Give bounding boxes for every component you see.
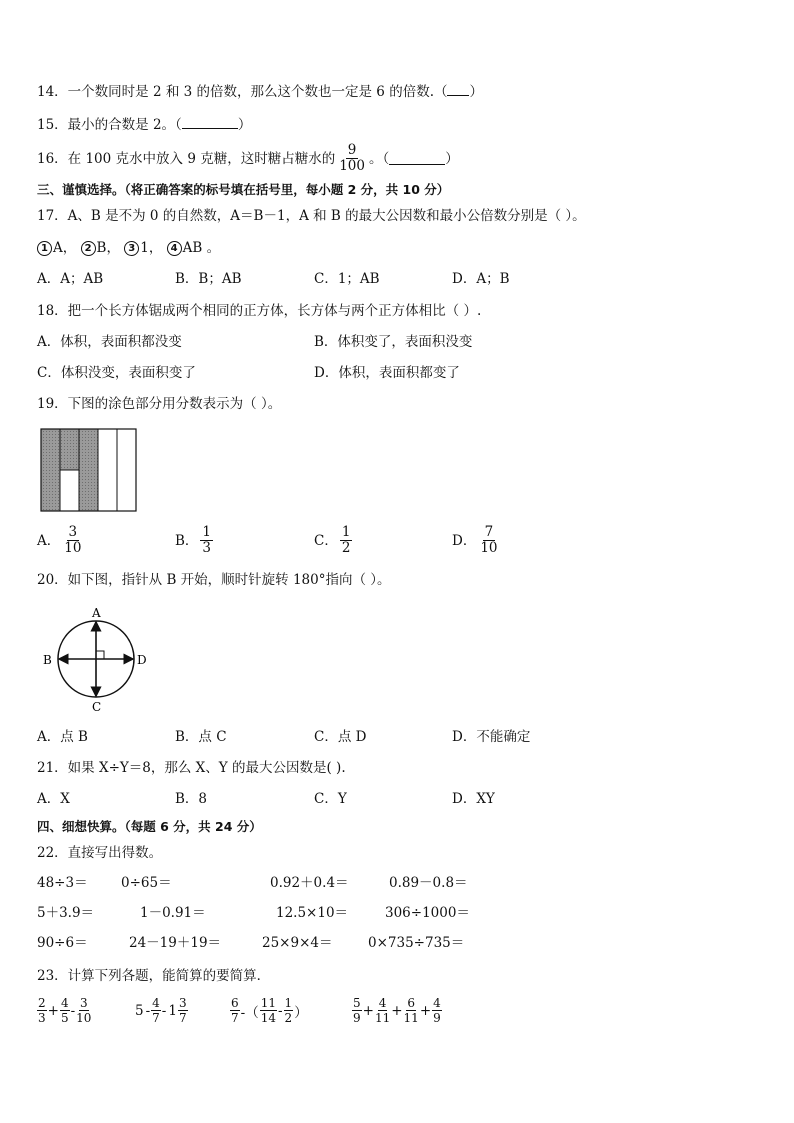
question-19: 19．下图的涂色部分用分数表示为（ ）。	[37, 396, 282, 412]
q18-option-a[interactable]: A．体积，表面积都没变	[37, 334, 182, 350]
calc-item: 24－19＋19＝	[129, 935, 222, 951]
q19-option-b[interactable]: B． $\frac{1}{3}$	[175, 524, 212, 556]
answer-blank[interactable]	[389, 152, 445, 165]
q18-option-c[interactable]: C．体积没变，表面积变了	[37, 365, 196, 381]
fraction: $\frac{9}{100}$	[339, 142, 365, 174]
calc-item: 306÷1000＝	[385, 905, 470, 921]
q19-option-d[interactable]: D． $\frac{7}{10}$	[452, 524, 498, 556]
expression-4: 5 9 + $\frac{4}{11}$ + $\frac{6}{11}$ + $\frac{4}{9}$	[353, 996, 441, 1025]
q18-option-d[interactable]: D．体积，表面积都变了	[314, 365, 460, 381]
calc-item: 0×735÷735＝	[368, 935, 465, 951]
answer-blank[interactable]	[447, 83, 469, 96]
q20-option-d[interactable]: D．不能确定	[452, 729, 531, 745]
calc-item: 0.92＋0.4＝	[270, 875, 349, 891]
expression-2: 5 - 4 7 - 1 3 7	[135, 996, 187, 1025]
q20-option-b[interactable]: B．点 C	[175, 729, 227, 745]
point-a-label: A	[92, 606, 101, 620]
question-16: 16．在 100 克水中放入 9 克糖，这时糖占糖水的 $\frac{9}{100}$ 。（ ）	[37, 142, 459, 174]
q17-option-d[interactable]: D．A；B	[452, 271, 510, 287]
q20-option-a[interactable]: A．点 B	[37, 729, 88, 745]
q21-option-b[interactable]: B．8	[175, 791, 208, 807]
question-14: 14．一个数同时是 2 和 3 的倍数，那么这个数也一定是 6 的倍数.（ ）	[37, 84, 483, 100]
circled-number: 3	[124, 241, 139, 256]
question-22: 22．直接写出得数。	[37, 845, 163, 861]
question-17-choices: 1 A， 2 B， 3 1， 4 AB 。	[37, 239, 220, 257]
calc-item: 12.5×10＝	[276, 905, 349, 921]
expression-3: 6 7 -（ 11 14 - 1 2 ）	[231, 996, 308, 1025]
q21-option-d[interactable]: D．XY	[452, 791, 495, 807]
calc-item: 25×9×4＝	[262, 935, 333, 951]
q17-option-c[interactable]: C．1；AB	[314, 271, 380, 287]
shaded-strip	[60, 429, 79, 470]
shaded-rectangle-figure	[40, 428, 138, 512]
circled-number: 2	[81, 241, 96, 256]
calc-item: 0÷65＝	[121, 875, 172, 891]
q17-option-b[interactable]: B．B；AB	[175, 271, 242, 287]
answer-blank[interactable]	[182, 116, 238, 129]
point-d-label: D	[137, 653, 147, 667]
q21-option-c[interactable]: C．Y	[314, 791, 347, 807]
calc-item: 1－0.91＝	[140, 905, 206, 921]
section-4-heading: 四、细想快算。（每题 6 分，共 24 分）	[37, 819, 262, 834]
point-c-label: C	[92, 700, 102, 714]
q18-option-b[interactable]: B．体积变了，表面积没变	[314, 334, 473, 350]
q19-option-a[interactable]: A． $\frac{3}{10}$	[37, 524, 82, 556]
question-23: 23．计算下列各题，能简算的要简算．	[37, 968, 271, 984]
section-3-heading: 三、谨慎选择。（将正确答案的标号填在括号里，每小题 2 分，共 10 分）	[37, 182, 450, 197]
shaded-strip	[41, 429, 60, 511]
calc-item: 0.89－0.8＝	[389, 875, 468, 891]
q19-option-c[interactable]: C． $\frac{1}{2}$	[314, 524, 351, 556]
compass-figure	[40, 604, 156, 714]
question-21: 21．如果 X÷Y＝8，那么 X、Y 的最大公因数是( ).	[37, 760, 346, 776]
circled-number: 4	[167, 241, 182, 256]
calc-item: 90÷6＝	[37, 935, 88, 951]
question-20: 20．如下图，指针从 B 开始，顺时针旋转 180°指向（ ）。	[37, 572, 391, 588]
q21-option-a[interactable]: A．X	[37, 791, 70, 807]
calc-item: 5＋3.9＝	[37, 905, 95, 921]
point-b-label: B	[43, 653, 52, 667]
calc-item: 48÷3＝	[37, 875, 88, 891]
question-18: 18．把一个长方体锯成两个相同的正方体，长方体与两个正方体相比（ ）.	[37, 303, 482, 319]
shaded-strip	[79, 429, 98, 511]
question-17: 17．A、B 是不为 0 的自然数，A＝B－1，A 和 B 的最大公因数和最小公倍数分别是（ ）。	[37, 208, 586, 224]
q20-option-c[interactable]: C．点 D	[314, 729, 367, 745]
expression-1: 2 3 + $\frac{4}{5}$ - 3 10	[38, 996, 92, 1025]
question-15: 15．最小的合数是 2。（ ）	[37, 117, 252, 133]
q17-option-a[interactable]: A．A；AB	[37, 271, 104, 287]
circled-number: 1	[37, 241, 52, 256]
